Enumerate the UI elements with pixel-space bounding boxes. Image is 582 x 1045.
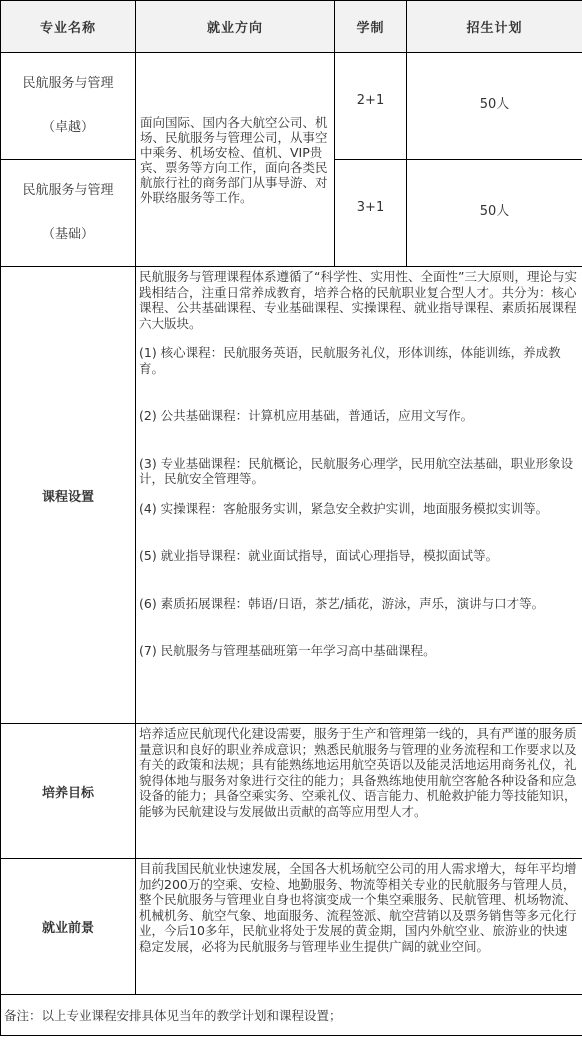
curriculum-item: (3) 专业基础课程：民航概论，民航服务心理学，民用航空法基础，职业形象设计，民航安全管理等。: [139, 455, 574, 486]
curriculum-row: [1, 267, 582, 724]
header-row: [1, 1, 582, 53]
curriculum-intro: 民航服务与管理课程体系遵循了“科学性、实用性、全面性”三大原则，理论与实践相结合，注重日常养成教育，培养合格的民航职业复合型人才。共分为：核心课程、公共基础课程、专业基础课程、实操课程、就业指导课程、素质拓展课程六大版块。: [139, 269, 577, 331]
curriculum-item: (5) 就业指导课程：就业面试指导，面试心理指导，模拟面试等。: [139, 548, 499, 563]
major-plan: 50人: [407, 53, 582, 160]
major-name: 民航服务与管理: [22, 183, 114, 198]
header-direction: 就业方向: [136, 1, 335, 53]
major-duration: 2+1: [335, 53, 407, 160]
note-row: [1, 995, 582, 1036]
prospect-label: 就业前景: [1, 859, 136, 995]
major-name-cell: [1, 53, 136, 160]
major-plan: 50人: [407, 160, 582, 267]
curriculum-content: [136, 267, 582, 724]
prospect-row: [1, 859, 582, 995]
major-duration: 3+1: [335, 160, 407, 267]
header-major: 专业名称: [1, 1, 136, 53]
header-plan: 招生计划: [407, 1, 582, 53]
curriculum-item: (7) 民航服务与管理基础班第一年学习高中基础课程。: [139, 643, 436, 658]
goal-label: 培养目标: [1, 724, 136, 859]
prospect-text: 目前我国民航业快速发展，全国各大机场航空公司的用人需求增大，每年平均增加约200万的空乘、安检、地勤服务、物流等相关专业的民航服务与管理人员，整个民航服务与管理业自身也将演变成一个集空乘服务、民航管理、机场物流、机械机务、航空气象、地面服务、流程签派、航空营销以及票务销售等多元化行业，今后10多年，民航业将处于发展的黄金期，国内外航空业、旅游业的快速稳定发展，必将为民航服务与管理毕业生提供广阔的就业空间。: [136, 859, 582, 995]
header-duration: 学制: [335, 1, 407, 53]
goal-row: [1, 724, 582, 859]
employment-direction: 面向国际、国内各大航空公司、机场、民航服务与管理公司，从事空中乘务、机场安检、值机、VIP贵宾、票务等方向工作，面向各类民航旅行社的商务部门从事导游、对外联络服务等工作。: [136, 53, 335, 267]
major-name: 民航服务与管理: [22, 76, 114, 91]
major-level: （基础）: [41, 227, 94, 242]
goal-text: 培养适应民航现代化建设需要，服务于生产和管理第一线的，具有严谨的服务质量意识和良好的职业养成意识；熟悉民航服务与管理的业务流程和工作要求以及有关的政策和法规；具有能熟练地运用航空英语以及能灵活地运用商务礼仪，礼貌得体地与服务对象进行交往的能力；具备熟练地使用航空客舱各种设备和应急设备的能力；具备空乘实务、空乘礼仪、语言能力、机舱救护能力等技能知识，能够为民航建设与发展做出贡献的高等应用型人才。: [136, 724, 582, 859]
curriculum-item: (1) 核心课程：民航服务英语，民航服务礼仪，形体训练，体能训练，养成教育。: [139, 345, 561, 376]
curriculum-item: (2) 公共基础课程：计算机应用基础，普通话，应用文写作。: [139, 408, 474, 423]
major-level: （卓越）: [41, 120, 94, 135]
major-name-cell: [1, 160, 136, 267]
footnote: 备注：以上专业课程安排具体见当年的教学计划和课程设置；: [1, 995, 582, 1036]
curriculum-label: 课程设置: [1, 267, 136, 724]
curriculum-item: (4) 实操课程：客舱服务实训，紧急安全救护实训，地面服务模拟实训等。: [139, 500, 549, 516]
major-row: [1, 53, 582, 160]
curriculum-item: (6) 素质拓展课程：韩语/日语，茶艺/插花，游泳，声乐，演讲与口才等。: [139, 595, 545, 611]
